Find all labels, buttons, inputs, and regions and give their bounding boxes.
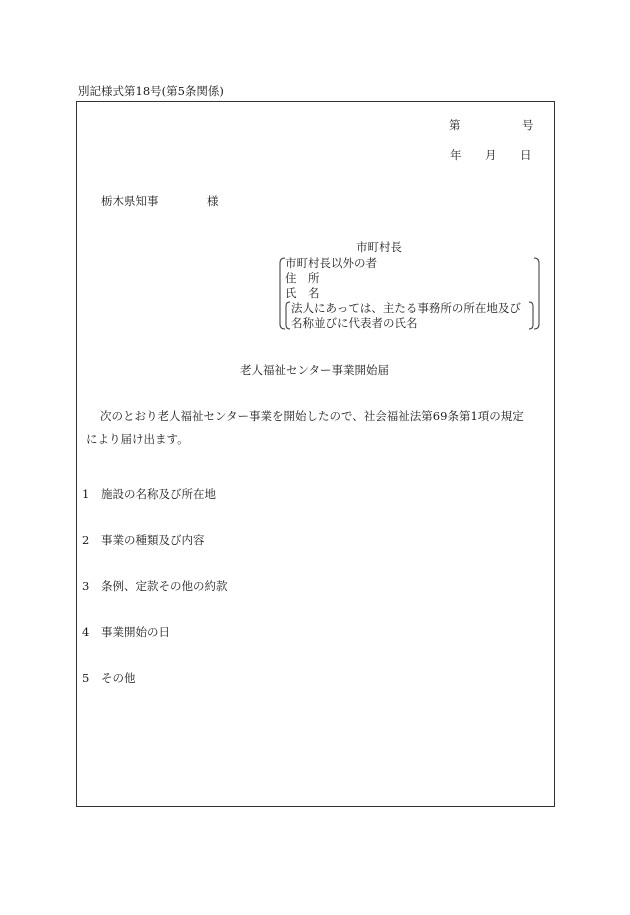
- item-2-number: 2: [82, 533, 90, 547]
- number-prefix: 第: [449, 118, 461, 132]
- sender-name-label: 氏 名: [285, 286, 320, 300]
- date-year: 年: [450, 148, 462, 162]
- body-line-2: により届け出ます。: [86, 432, 189, 446]
- item-1-label: 施設の名称及び所在地: [101, 487, 216, 501]
- form-caption: 別記様式第18号(第5条関係): [78, 84, 224, 98]
- item-3-number: 3: [82, 579, 90, 593]
- item-5-number: 5: [82, 671, 90, 685]
- sender-address-label: 住 所: [285, 271, 320, 285]
- sender-title: 市町村長: [356, 240, 402, 254]
- document-title: 老人福祉センター事業開始届: [240, 363, 390, 377]
- number-suffix: 号: [522, 118, 534, 132]
- body-line-1: 次のとおり老人福祉センター事業を開始したので、社会福祉法第69条第1項の規定: [100, 409, 524, 423]
- item-2-label: 事業の種類及び内容: [101, 533, 205, 547]
- item-3-label: 条例、定款その他の約款: [101, 579, 228, 593]
- sender-corp-note-2: 名称並びに代表者の氏名: [291, 316, 418, 330]
- date-month: 月: [485, 148, 497, 162]
- item-5-label: その他: [101, 671, 136, 685]
- date-day: 日: [520, 148, 532, 162]
- item-4-label: 事業開始の日: [101, 625, 170, 639]
- sender-other: 市町村長以外の者: [285, 256, 377, 270]
- sender-corp-note-1: 法人にあっては、主たる事務所の所在地及び: [291, 301, 521, 315]
- item-4-number: 4: [82, 625, 90, 639]
- addressee-honorific: 様: [207, 194, 219, 208]
- item-1-number: 1: [82, 487, 90, 501]
- addressee-name: 栃木県知事: [101, 194, 159, 208]
